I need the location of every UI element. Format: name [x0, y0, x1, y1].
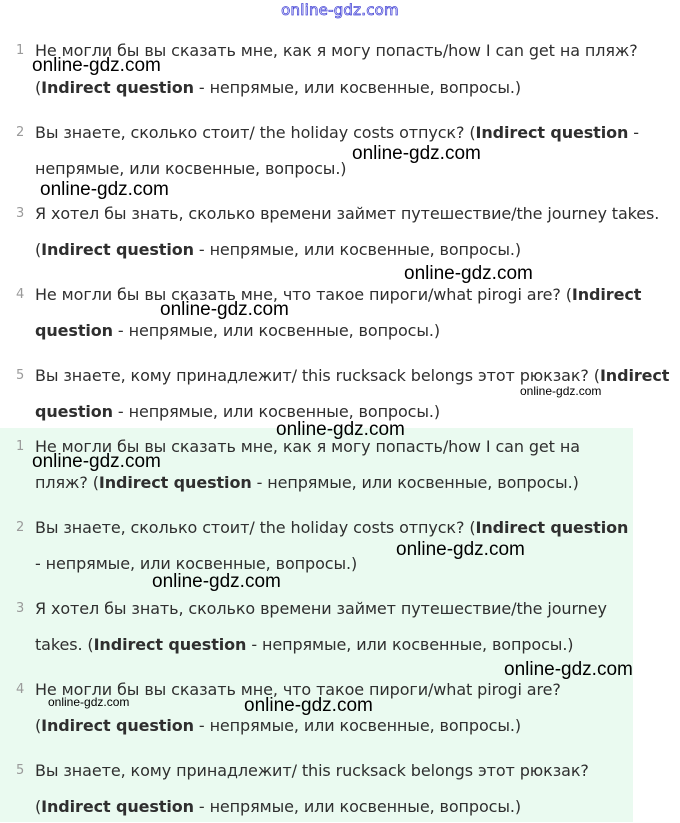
item-text-line: Не могли бы вы сказать мне, что такое пироги/what pirogi are?	[35, 680, 561, 699]
item-text-line: Вы знаете, кому принадлежит/ this rucksack belongs этот рюкзак? (Indirect	[35, 366, 670, 385]
item-text-line: (Indirect question - непрямые, или косвенные, вопросы.)	[35, 78, 522, 97]
watermark: online-gdz.com	[276, 419, 405, 440]
watermark: online-gdz.com	[244, 695, 373, 716]
item-number: 3	[16, 601, 25, 616]
item-text-line: takes. (Indirect question - непрямые, или косвенные, вопросы.)	[35, 635, 574, 654]
item-text-line: Я хотел бы знать, сколько времени займет путешествие/the journey	[35, 599, 607, 618]
item-number: 1	[16, 439, 25, 454]
item-text-line: Не могли бы вы сказать мне, что такое пироги/what pirogi are? (Indirect	[35, 285, 642, 304]
item-text-line: question - непрямые, или косвенные, вопросы.)	[35, 402, 441, 421]
watermark: online-gdz.com	[520, 384, 602, 398]
watermark: online-gdz.com	[32, 55, 161, 76]
item-text-line: Не могли бы вы сказать мне, как я могу попасть/how I can get на пляж?	[35, 41, 638, 60]
item-text-line: Вы знаете, сколько стоит/ the holiday costs отпуск? (Indirect question	[35, 518, 629, 537]
item-text-line: Не могли бы вы сказать мне, как я могу попасть/how I can get на	[35, 437, 580, 456]
item-text-line: непрямые, или косвенные, вопросы.)	[35, 159, 347, 178]
label-bold: Indirect question	[41, 78, 194, 97]
item-text-line: Вы знаете, кому принадлежит/ this rucksack belongs этот рюкзак?	[35, 761, 589, 780]
item-text-line: (Indirect question - непрямые, или косвенные, вопросы.)	[35, 797, 522, 816]
watermark: online-gdz.com	[396, 539, 525, 560]
watermark: online-gdz.com	[352, 143, 481, 164]
item-text-line: пляж? (Indirect question - непрямые, или косвенные, вопросы.)	[35, 473, 579, 492]
watermark: online-gdz.com	[40, 179, 169, 200]
item-text-line: (Indirect question - непрямые, или косвенные, вопросы.)	[35, 240, 522, 259]
item-number: 4	[16, 287, 25, 302]
top-watermark: online-gdz.com	[281, 1, 399, 19]
item-number: 5	[16, 763, 25, 778]
item-text-line: Я хотел бы знать, сколько времени займет путешествие/the journey takes.	[35, 204, 660, 223]
item-number: 1	[16, 43, 25, 58]
item-text-line: Вы знаете, сколько стоит/ the holiday costs отпуск? (Indirect question -	[35, 123, 639, 142]
watermark: online-gdz.com	[48, 695, 130, 709]
item-text-line: (Indirect question - непрямые, или косвенные, вопросы.)	[35, 716, 522, 735]
item-number: 5	[16, 368, 25, 383]
item-number: 2	[16, 125, 25, 140]
watermark: online-gdz.com	[152, 571, 281, 592]
watermark: online-gdz.com	[404, 263, 533, 284]
item-number: 4	[16, 682, 25, 697]
item-number: 2	[16, 520, 25, 535]
watermark: online-gdz.com	[504, 659, 633, 680]
item-text-line: - непрямые, или косвенные, вопросы.)	[35, 554, 358, 573]
item-number: 3	[16, 206, 25, 221]
item-text-line: question - непрямые, или косвенные, вопросы.)	[35, 321, 441, 340]
watermark: online-gdz.com	[160, 299, 289, 320]
watermark: online-gdz.com	[32, 451, 161, 472]
